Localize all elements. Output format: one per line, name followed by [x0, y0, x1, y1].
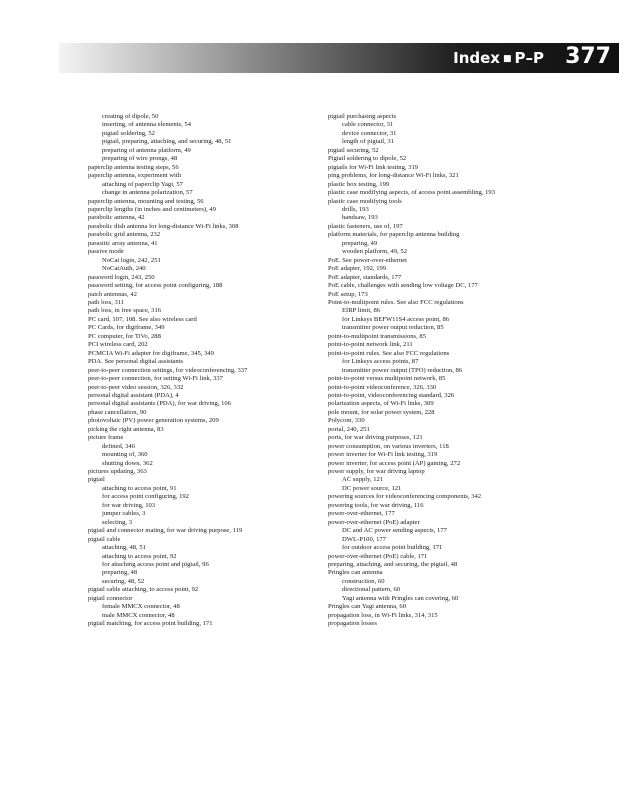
index-entry: pole mount, for solar power system, 228 — [328, 408, 435, 416]
index-entry: power inverter for Wi-Fi link testing, 319 — [328, 451, 438, 459]
index-entry: personal digital assistants (PDA), for war driving, 106 — [88, 400, 232, 408]
index-subentry: construction, 60 — [342, 577, 385, 585]
index-subentry: preparing, 48 — [102, 569, 138, 577]
index-entry: propagation loss, in Wi-Fi links, 314, 315 — [328, 611, 438, 619]
index-subentry: attaching to access point, 91 — [102, 484, 177, 492]
index-subentry: NoCatAuth, 240 — [102, 265, 146, 273]
index-entry: passive mode — [88, 248, 124, 256]
index-subentry: pigtail soldering, 52 — [102, 129, 155, 137]
index-subentry: handsaw, 193 — [342, 214, 378, 222]
index-entry: plastic fasteners, use of, 197 — [328, 222, 403, 230]
index-subentry: wooden platform, 49, 52 — [342, 248, 408, 256]
index-subentry: drills, 193 — [342, 205, 369, 213]
index-entry: picture frame — [88, 434, 124, 442]
index-subentry: attaching to access point, 92 — [102, 552, 177, 560]
index-subentry: for access point configuring, 192 — [102, 493, 189, 501]
index-entry: Polycom, 330 — [328, 417, 365, 425]
index-entry: phase cancellation, 90 — [88, 408, 147, 416]
index-entry: plastic case modifying tools — [328, 197, 402, 205]
running-head-separator-icon: ■ — [502, 54, 512, 64]
index-subentry: transmitter power output reduction, 85 — [342, 324, 444, 332]
index-subentry: for Linksys BEFW11S4 access point, 86 — [342, 315, 450, 323]
index-entry: pigtail cable — [88, 535, 121, 543]
index-entry: Pringles can antenna — [328, 569, 383, 577]
index-entry: PoE cable, challenges with sending low voltage DC, 177 — [328, 282, 478, 290]
running-head-range: P–P — [514, 49, 544, 67]
index-entry: power-over-ethernet (PoE) adapter — [328, 518, 420, 526]
index-entry: parasitic array antenna, 41 — [88, 239, 158, 247]
index-subentry: for attaching access point and pigtail, 96 — [102, 561, 209, 569]
index-entry: Point-to-multipoint rules. See also FCC regulations — [328, 298, 464, 306]
index-subentry: length of pigtail, 31 — [342, 138, 395, 146]
index-entry: pigtail and connector mating, for war driving purpose, 119 — [88, 527, 243, 535]
index-subentry: change in antenna polarization, 57 — [102, 189, 193, 197]
index-entry: ping problems, for long-distance Wi-Fi links, 321 — [328, 172, 459, 180]
index-subentry: NoCat login, 242, 251 — [102, 256, 161, 264]
index-subentry: mounting of, 360 — [102, 451, 148, 459]
index-entry: paperclip antenna testing steps, 56 — [88, 163, 179, 171]
index-subentry: female MMCX connector, 48 — [102, 603, 180, 611]
index-entry: PC card, 107, 108. See also wireless card — [88, 315, 197, 323]
index-entry: peer-to-peer connection settings, for videoconferencing, 337 — [88, 366, 248, 374]
index-entry: point-to-point videoconference, 326, 330 — [328, 383, 437, 391]
index-column-right — [328, 113, 558, 629]
index-entry: paperclip lengths (in inches and centimeters), 49 — [88, 205, 216, 213]
index-entry: pigtail matching, for access point building, 171 — [88, 620, 213, 628]
index-subentry: defined, 346 — [102, 442, 135, 450]
index-column-left — [88, 113, 318, 629]
index-entry: peer-to-peer video session, 326, 332 — [88, 383, 184, 391]
index-entry: point-to-point network link, 211 — [328, 341, 413, 349]
running-head — [453, 48, 544, 69]
index-entry: pigtails for Wi-Fi link testing, 319 — [328, 163, 419, 171]
index-subentry: EIRP limit, 86 — [342, 307, 381, 315]
index-entry: plastic box testing, 199 — [328, 180, 390, 188]
index-entry: PC Cards, for digiframe, 349 — [88, 324, 165, 332]
index-entry: parabolic grid antenna, 232 — [88, 231, 161, 239]
index-subentry: preparing of antenna platform, 49 — [102, 146, 191, 154]
index-subentry: cable connector, 31 — [342, 121, 394, 129]
index-entry: password setting, for access point configuring, 188 — [88, 282, 223, 290]
index-entry: plastic case modifying aspects, of access point assembling, 193 — [328, 189, 496, 197]
index-subentry: male MMCX connector, 48 — [102, 611, 175, 619]
index-entry: powering tools, for war driving, 116 — [328, 501, 424, 509]
index-entry: peer-to-peer connection, for setting Wi-Fi link, 337 — [88, 375, 223, 383]
index-entry: ports, for war driving purposes, 121 — [328, 434, 423, 442]
index-subentry: directional pattern, 60 — [342, 586, 401, 594]
index-subentry: securing, 48, 52 — [102, 577, 145, 585]
index-entry: power supply, for war driving laptop — [328, 468, 425, 476]
index-entry: polarization aspects, of Wi-Fi links, 309 — [328, 400, 434, 408]
index-entry: patch antennas, 42 — [88, 290, 137, 298]
index-subentry: preparing, 49 — [342, 239, 378, 247]
index-subentry: preparing of wire prongs, 48 — [102, 155, 178, 163]
index-entry: PCMCIA Wi-Fi adapter for digiframe, 345, 349 — [88, 349, 214, 357]
index-subentry: transmitter power output (TPO) reduction, 86 — [342, 366, 463, 374]
index-subentry: for Linksys access points, 87 — [342, 358, 419, 366]
index-entry: PoE. See power-over-ethernet — [328, 256, 408, 264]
index-entry: portal, 240, 251 — [328, 425, 370, 433]
index-subentry: creating of dipole, 50 — [102, 113, 159, 120]
index-entry: propagation losses — [328, 620, 377, 628]
index-subentry: jumper cables, 3 — [102, 510, 146, 518]
index-subentry: shutting down, 362 — [102, 459, 153, 467]
index-subentry: attaching, 48, 51 — [102, 544, 146, 552]
index-entry: point-to-multipoint transmissions, 85 — [328, 332, 426, 340]
index-subentry: attaching of paperclip Yagi, 57 — [102, 180, 183, 188]
index-entry: pigtail connector — [88, 594, 133, 602]
index-entry: point-to-point rules. See also FCC regulations — [328, 349, 450, 357]
index-subentry: Yagi antenna with Pringles can covering, 60 — [342, 594, 459, 602]
index-subentry: selecting, 3 — [102, 518, 133, 526]
index-entry: pigtail — [88, 476, 105, 484]
index-entry: parabolic antenna, 42 — [88, 214, 145, 222]
index-entry: pigtail securing, 52 — [328, 146, 379, 154]
index-entry: path loss, 311 — [88, 298, 125, 306]
index-subentry: for outdoor access point building, 171 — [342, 544, 443, 552]
index-entry: platform materials, for paperclip antenna building — [328, 231, 460, 239]
index-subentry: pigtail, preparing, attaching, and securing, 48, 51 — [102, 138, 232, 146]
index-entry: paperclip antenna, experiment with — [88, 172, 182, 180]
index-entry: picking the right antenna, 83 — [88, 425, 164, 433]
index-subentry: AC supply, 121 — [342, 476, 384, 484]
index-entry: Pigtail soldering to dipole, 52 — [328, 155, 407, 163]
index-entry: pigtail cable attaching, to access point, 92 — [88, 586, 199, 594]
index-entry: password login, 243, 250 — [88, 273, 155, 281]
index-entry: point-to-point, videoconferencing standard, 326 — [328, 391, 455, 399]
index-subentry: DWL-P100, 177 — [342, 535, 386, 543]
index-entry: power inverter, for access point (AP) gaming, 272 — [328, 459, 461, 467]
index-entry: Pringles can Yagi antenna, 60 — [328, 603, 407, 611]
index-entry: photovoltaic (PV) power generation systems, 209 — [88, 417, 219, 425]
index-entry: powering sources for videoconferencing components, 342 — [328, 493, 482, 501]
index-entry: pigtail purchasing aspects — [328, 113, 397, 120]
index-subentry: DC power source, 121 — [342, 484, 402, 492]
index-entry: power-over-ethernet (PoE) cable, 171 — [328, 552, 428, 560]
index-subentry: DC and AC power sending aspects, 177 — [342, 527, 447, 535]
index-entry: preparing, attaching, and securing, the pigtail, 48 — [328, 561, 458, 569]
index-subentry: inserting, of antenna elements, 54 — [102, 121, 191, 129]
index-entry: power-over-ethernet, 177 — [328, 510, 395, 518]
running-head-section: Index — [453, 49, 500, 67]
page-header-bar — [59, 43, 619, 73]
index-entry: PDA. See personal digital assistants — [88, 358, 184, 366]
index-entry: path loss, in free space, 316 — [88, 307, 162, 315]
index-entry: PoE adapter, 192, 199 — [328, 265, 387, 273]
index-entry: paperclip antenna, mounting and testing, 56 — [88, 197, 204, 205]
index-subentry: device connector, 31 — [342, 129, 397, 137]
index-entry: pictures updating, 363 — [88, 468, 147, 476]
index-entry: power consumption, on various inverters, 118 — [328, 442, 449, 450]
index-entry: PC computer, for TiVo, 288 — [88, 332, 161, 340]
index-entry: PoE adapter, standards, 177 — [328, 273, 402, 281]
index-entry: personal digital assistant (PDA), 4 — [88, 391, 179, 399]
index-entry: PCI wireless card, 202 — [88, 341, 148, 349]
index-entry: PoE setup, 173 — [328, 290, 368, 298]
index-entry: point-to-point versus multipoint network, 85 — [328, 375, 446, 383]
index-subentry: for war driving, 103 — [102, 501, 156, 509]
page-number: 377 — [565, 44, 611, 69]
index-entry: parabolic dish antenna for long-distance Wi-Fi links, 308 — [88, 222, 239, 230]
